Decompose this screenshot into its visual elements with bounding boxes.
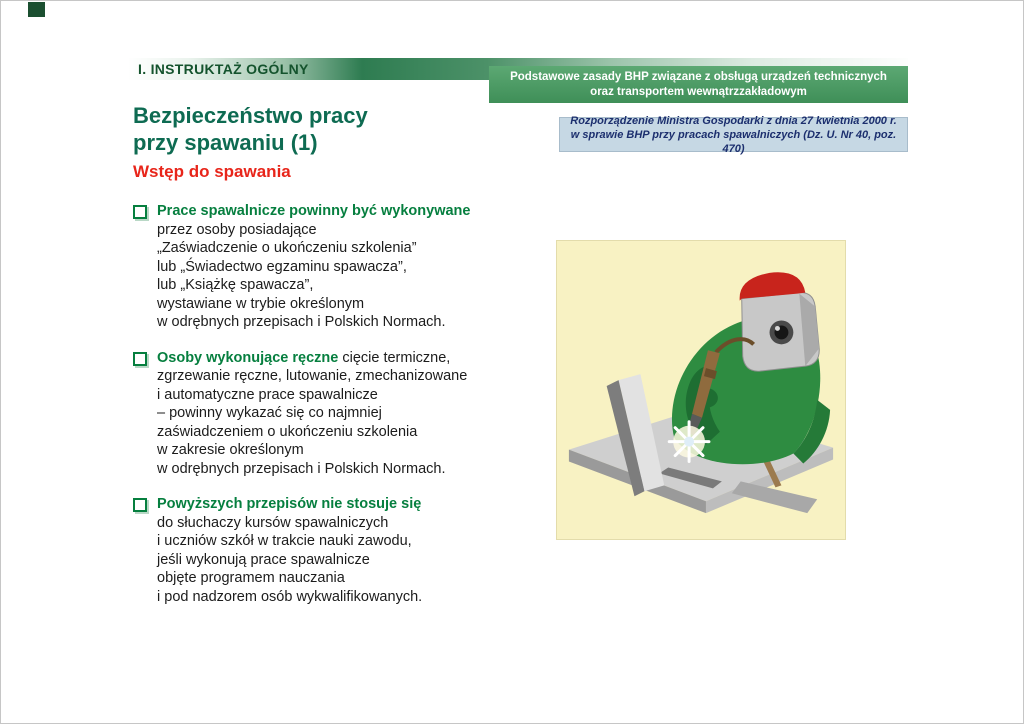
bullet-square-icon <box>133 352 147 366</box>
bullet-line: lub „Książkę spawacza”, <box>157 277 314 293</box>
bullet-line: lub „Świadectwo egzaminu spawacza”, <box>157 258 407 275</box>
bullet-line: wystawiane w trybie określonym <box>157 295 365 312</box>
bullet-item-1 <box>131 202 571 332</box>
page-subtitle: Wstęp do spawania <box>133 162 291 181</box>
bullet-item-2 <box>131 349 571 479</box>
welder-illustration <box>556 240 846 540</box>
bullet-lead: Powyższych przepisów nie stosuje się <box>157 496 422 512</box>
bullet-line: jeśli wykonują prace spawalnicze <box>157 551 370 568</box>
bullet-line: – powinny wykazać się co najmniej <box>157 405 382 421</box>
bullet-line: zgrzewanie ręczne, lutowanie, zmechanizowane <box>157 368 468 384</box>
bullet-line: przez osoby posiadające <box>157 221 317 238</box>
bullet-line: zaświadczeniem o ukończeniu szkolenia <box>157 423 418 440</box>
bullet-line: w odrębnych przepisach i Polskich Normach. <box>157 314 446 330</box>
bullet-line: i uczniów szkół w trakcie nauki zawodu, <box>157 533 412 549</box>
bullet-text <box>157 349 467 479</box>
bullet-item-3 <box>131 495 571 606</box>
bullet-line: w zakresie określonym <box>157 442 304 458</box>
regulation-line2: w sprawie BHP przy pracach spawalniczych (Dz. U. Nr 40, poz. 470) <box>570 128 897 155</box>
regulation-line1: Rozporządzenie Ministra Gospodarki z dnia 27 kwietnia 2000 r. <box>570 114 897 127</box>
bullet-square-icon <box>133 498 147 512</box>
bullet-text <box>157 495 422 606</box>
bullet-line: „Zaświadczenie o ukończeniu szkolenia” <box>157 240 417 256</box>
sparks-icon <box>669 422 709 462</box>
bullet-square-icon <box>133 205 147 219</box>
bullet-line: do słuchaczy kursów spawalniczych <box>157 514 389 531</box>
page-title-line1: Bezpieczeństwo pracy <box>133 103 368 128</box>
bhp-banner-line2: oraz transportem wewnątrzzakładowym <box>590 85 807 98</box>
page-title-line2: przy spawaniu (1) <box>133 130 318 155</box>
bullet-lead: Osoby wykonujące ręczne <box>157 349 339 366</box>
bullet-line: i automatyczne prace spawalnicze <box>157 386 378 403</box>
bullet-line: objęte programem nauczania <box>157 570 345 586</box>
regulation-box <box>559 114 908 155</box>
section-header-title: I. INSTRUKTAŻ OGÓLNY <box>138 61 309 77</box>
bullet-line: i pod nadzorem osób wykwalifikowanych. <box>157 588 423 605</box>
bullet-line: w odrębnych przepisach i Polskich Normach. <box>157 460 446 477</box>
page-title <box>133 102 368 156</box>
bullet-lead-rest: cięcie termiczne, <box>338 349 451 366</box>
bullet-text <box>157 202 470 332</box>
bhp-banner <box>489 66 908 103</box>
bullet-list <box>131 202 571 623</box>
bhp-banner-line1: Podstawowe zasady BHP związane z obsługą urządzeń technicznych <box>510 70 887 83</box>
bullet-lead: Prace spawalnicze powinny być wykonywane <box>157 203 471 219</box>
corner-marker <box>28 2 45 17</box>
